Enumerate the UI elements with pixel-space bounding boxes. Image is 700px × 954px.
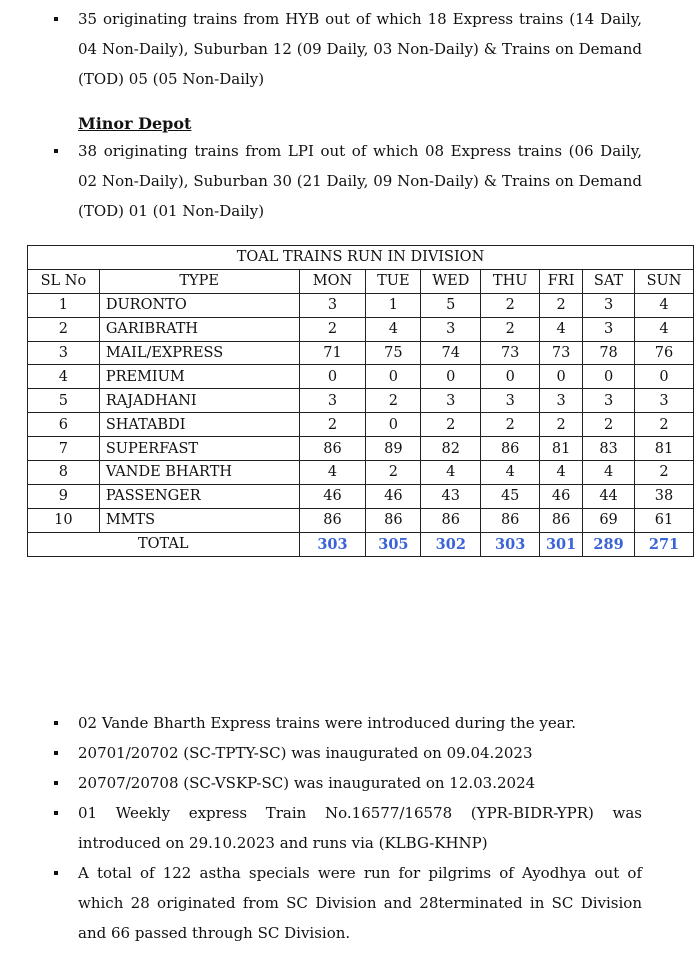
- bullet-icon: [54, 871, 58, 875]
- value-cell: 2: [421, 413, 481, 437]
- sl-no-cell: 3: [28, 341, 100, 365]
- value-cell: 3: [583, 317, 635, 341]
- value-cell: 73: [540, 341, 583, 365]
- value-cell: 1: [366, 293, 421, 317]
- bottom-bullet-list: [50, 708, 642, 948]
- value-cell: 81: [635, 437, 694, 461]
- value-cell: 69: [583, 508, 635, 532]
- value-cell: 2: [583, 413, 635, 437]
- value-cell: 0: [421, 365, 481, 389]
- total-value: 303: [299, 532, 366, 556]
- value-cell: 5: [421, 293, 481, 317]
- type-cell: SHATABDI: [99, 413, 299, 437]
- value-cell: 4: [635, 317, 694, 341]
- bullet-icon: [54, 811, 58, 815]
- column-header: WED: [421, 269, 481, 293]
- bullet-item: 38 originating trains from LPI out of which 08 Express trains (06 Daily, 02 Non-Daily), Suburban 30 (21 Daily, 09 Non-Daily) & Trains on Demand (TOD) 01 (01 Non-Daily): [50, 136, 642, 226]
- table-row: [28, 389, 694, 413]
- value-cell: 2: [299, 413, 366, 437]
- type-cell: SUPERFAST: [99, 437, 299, 461]
- table-row: [28, 365, 694, 389]
- value-cell: 0: [481, 365, 540, 389]
- value-cell: 86: [481, 508, 540, 532]
- value-cell: 76: [635, 341, 694, 365]
- value-cell: 0: [366, 365, 421, 389]
- value-cell: 0: [635, 365, 694, 389]
- table-row: [28, 461, 694, 485]
- value-cell: 4: [366, 317, 421, 341]
- sl-no-cell: 10: [28, 508, 100, 532]
- type-cell: GARIBRATH: [99, 317, 299, 341]
- table-row: [28, 293, 694, 317]
- value-cell: 2: [540, 413, 583, 437]
- bullet-icon: [54, 751, 58, 755]
- value-cell: 2: [366, 389, 421, 413]
- total-value: 289: [583, 532, 635, 556]
- column-header: MON: [299, 269, 366, 293]
- column-header: SAT: [583, 269, 635, 293]
- sl-no-cell: 4: [28, 365, 100, 389]
- bullet-icon: [54, 17, 58, 21]
- value-cell: 2: [540, 293, 583, 317]
- value-cell: 2: [635, 413, 694, 437]
- column-header: THU: [481, 269, 540, 293]
- table-header-row: [28, 269, 694, 293]
- value-cell: 0: [299, 365, 366, 389]
- value-cell: 3: [540, 389, 583, 413]
- value-cell: 46: [366, 484, 421, 508]
- type-cell: VANDE BHARTH: [99, 461, 299, 485]
- trains-run-table: [27, 245, 694, 557]
- value-cell: 86: [481, 437, 540, 461]
- value-cell: 0: [540, 365, 583, 389]
- total-value: 301: [540, 532, 583, 556]
- column-header: TUE: [366, 269, 421, 293]
- value-cell: 38: [635, 484, 694, 508]
- table-title: TOAL TRAINS RUN IN DIVISION: [28, 246, 694, 270]
- table-body: [28, 293, 694, 532]
- value-cell: 83: [583, 437, 635, 461]
- sl-no-cell: 6: [28, 413, 100, 437]
- table-total-row: [28, 532, 694, 556]
- column-header: FRI: [540, 269, 583, 293]
- value-cell: 75: [366, 341, 421, 365]
- value-cell: 86: [421, 508, 481, 532]
- sl-no-cell: 5: [28, 389, 100, 413]
- value-cell: 46: [299, 484, 366, 508]
- table-row: [28, 341, 694, 365]
- total-value: 303: [481, 532, 540, 556]
- minor-depot-heading: Minor Depot: [78, 114, 192, 133]
- value-cell: 3: [481, 389, 540, 413]
- value-cell: 86: [366, 508, 421, 532]
- type-cell: PASSENGER: [99, 484, 299, 508]
- value-cell: 2: [481, 317, 540, 341]
- column-header: SL No: [28, 269, 100, 293]
- value-cell: 81: [540, 437, 583, 461]
- value-cell: 4: [540, 461, 583, 485]
- value-cell: 2: [366, 461, 421, 485]
- table-row: [28, 484, 694, 508]
- total-value: 302: [421, 532, 481, 556]
- bullet-item: A total of 122 astha specials were run for pilgrims of Ayodhya out of which 28 originated from SC Division and 28terminated in SC Division and 66 passed through SC Division.: [50, 858, 642, 948]
- table-row: [28, 317, 694, 341]
- value-cell: 0: [366, 413, 421, 437]
- type-cell: PREMIUM: [99, 365, 299, 389]
- bullet-item: 20707/20708 (SC-VSKP-SC) was inaugurated on 12.03.2024: [50, 768, 642, 798]
- value-cell: 86: [299, 437, 366, 461]
- bullet-icon: [54, 781, 58, 785]
- value-cell: 86: [299, 508, 366, 532]
- table-row: [28, 437, 694, 461]
- value-cell: 3: [635, 389, 694, 413]
- value-cell: 74: [421, 341, 481, 365]
- value-cell: 3: [299, 293, 366, 317]
- bullet-item: 01 Weekly express Train No.16577/16578 (YPR-BIDR-YPR) was introduced on 29.10.2023 and runs via (KLBG-KHNP): [50, 798, 642, 858]
- value-cell: 4: [421, 461, 481, 485]
- total-label: TOTAL: [28, 532, 300, 556]
- value-cell: 44: [583, 484, 635, 508]
- value-cell: 0: [583, 365, 635, 389]
- total-value: 305: [366, 532, 421, 556]
- type-cell: DURONTO: [99, 293, 299, 317]
- table-row: [28, 413, 694, 437]
- value-cell: 3: [299, 389, 366, 413]
- value-cell: 4: [540, 317, 583, 341]
- value-cell: 4: [635, 293, 694, 317]
- minor-depot-bullet-list: [50, 136, 642, 226]
- bullet-item: 02 Vande Bharth Express trains were introduced during the year.: [50, 708, 642, 738]
- bullet-icon: [54, 149, 58, 153]
- column-header: SUN: [635, 269, 694, 293]
- value-cell: 82: [421, 437, 481, 461]
- sl-no-cell: 7: [28, 437, 100, 461]
- bullet-item: 20701/20702 (SC-TPTY-SC) was inaugurated on 09.04.2023: [50, 738, 642, 768]
- value-cell: 43: [421, 484, 481, 508]
- value-cell: 73: [481, 341, 540, 365]
- value-cell: 4: [583, 461, 635, 485]
- value-cell: 86: [540, 508, 583, 532]
- value-cell: 61: [635, 508, 694, 532]
- value-cell: 71: [299, 341, 366, 365]
- value-cell: 2: [481, 293, 540, 317]
- sl-no-cell: 2: [28, 317, 100, 341]
- top-bullet-list: [50, 4, 642, 94]
- value-cell: 46: [540, 484, 583, 508]
- value-cell: 2: [299, 317, 366, 341]
- value-cell: 3: [583, 293, 635, 317]
- sl-no-cell: 1: [28, 293, 100, 317]
- value-cell: 3: [583, 389, 635, 413]
- sl-no-cell: 9: [28, 484, 100, 508]
- type-cell: MMTS: [99, 508, 299, 532]
- value-cell: 3: [421, 317, 481, 341]
- type-cell: MAIL/EXPRESS: [99, 341, 299, 365]
- value-cell: 4: [299, 461, 366, 485]
- value-cell: 4: [481, 461, 540, 485]
- total-value: 271: [635, 532, 694, 556]
- sl-no-cell: 8: [28, 461, 100, 485]
- bullet-item: 35 originating trains from HYB out of which 18 Express trains (14 Daily, 04 Non-Daily), Suburban 12 (09 Daily, 03 Non-Daily) & Trains on Demand (TOD) 05 (05 Non-Daily): [50, 4, 642, 94]
- type-cell: RAJADHANI: [99, 389, 299, 413]
- value-cell: 45: [481, 484, 540, 508]
- value-cell: 89: [366, 437, 421, 461]
- bullet-icon: [54, 721, 58, 725]
- value-cell: 78: [583, 341, 635, 365]
- value-cell: 2: [481, 413, 540, 437]
- table-row: [28, 508, 694, 532]
- value-cell: 3: [421, 389, 481, 413]
- column-header: TYPE: [99, 269, 299, 293]
- value-cell: 2: [635, 461, 694, 485]
